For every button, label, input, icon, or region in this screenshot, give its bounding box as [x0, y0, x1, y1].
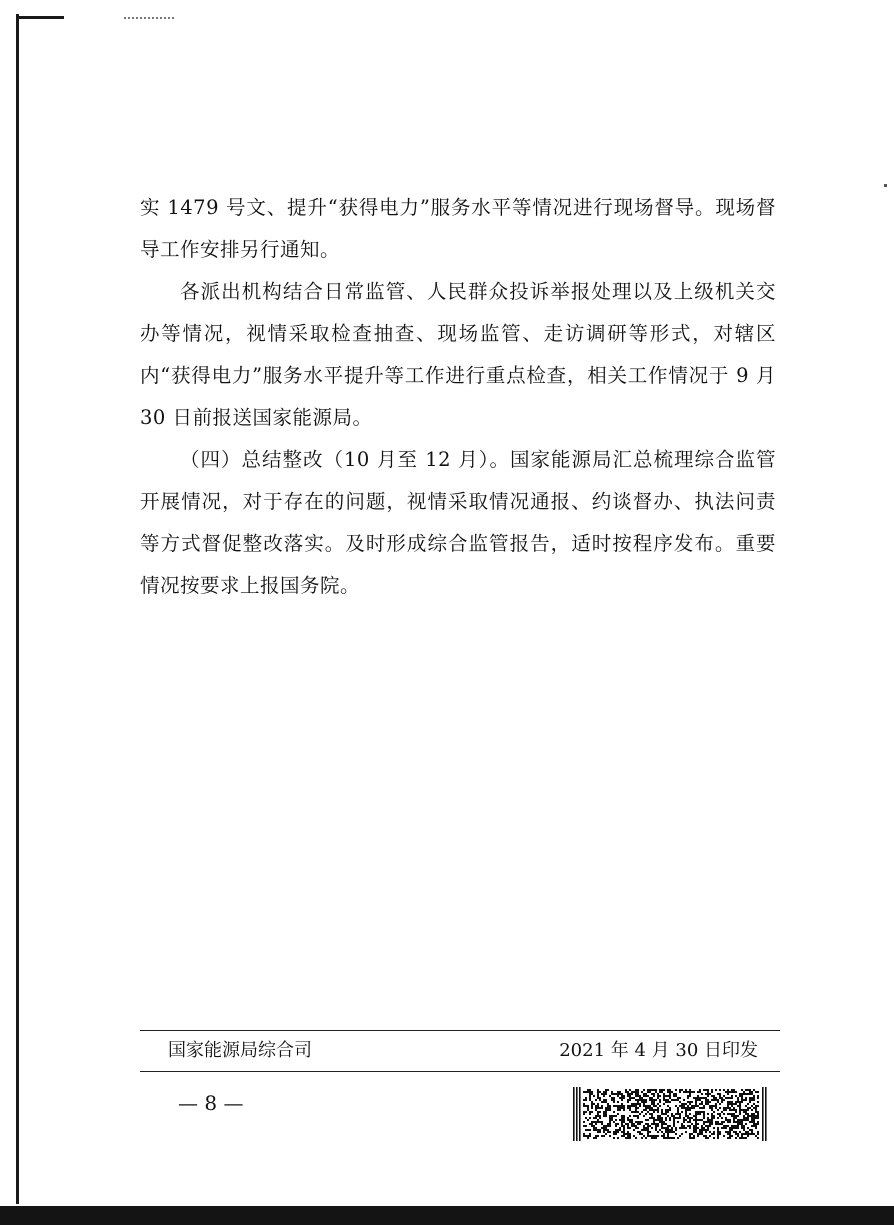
scan-mark-top	[16, 16, 64, 19]
scan-speck-right	[884, 184, 887, 187]
paragraph-dispatched-agencies: 各派出机构结合日常监管、人民群众投诉举报处理以及上级机关交办等情况，视情采取检查抽查、现场监管、走访调研等形式，对辖区内“获得电力”服务水平提升等工作进行重点检查，相关工作情况于 9 月 30 日前报送国家能源局。	[140, 280, 776, 429]
scan-band-bottom	[0, 1206, 894, 1225]
barcode-icon	[573, 1087, 768, 1141]
issuer-name: 国家能源局综合司	[168, 1040, 312, 1061]
document-body	[140, 187, 776, 607]
paragraph-continuation: 实 1479 号文、提升“获得电力”服务水平等情况进行现场督导。现场督导工作安排另行通知。	[140, 196, 776, 261]
print-date: 2021 年 4 月 30 日印发	[559, 1040, 758, 1061]
footer-rule-top	[140, 1030, 780, 1031]
scan-edge-left	[16, 14, 19, 1204]
footer-rule-bottom	[140, 1071, 780, 1072]
page-number: — 8 —	[178, 1091, 244, 1115]
paragraph-summary-rectification: （四）总结整改（10 月至 12 月）。国家能源局汇总梳理综合监管开展情况，对于存在的问题，视情采取情况通报、约谈督办、执法问责等方式督促整改落实。及时形成综合监管报告，适时按程序发布。重要情况按要求上报国务院。	[140, 448, 776, 597]
scan-dots-top	[124, 17, 174, 19]
